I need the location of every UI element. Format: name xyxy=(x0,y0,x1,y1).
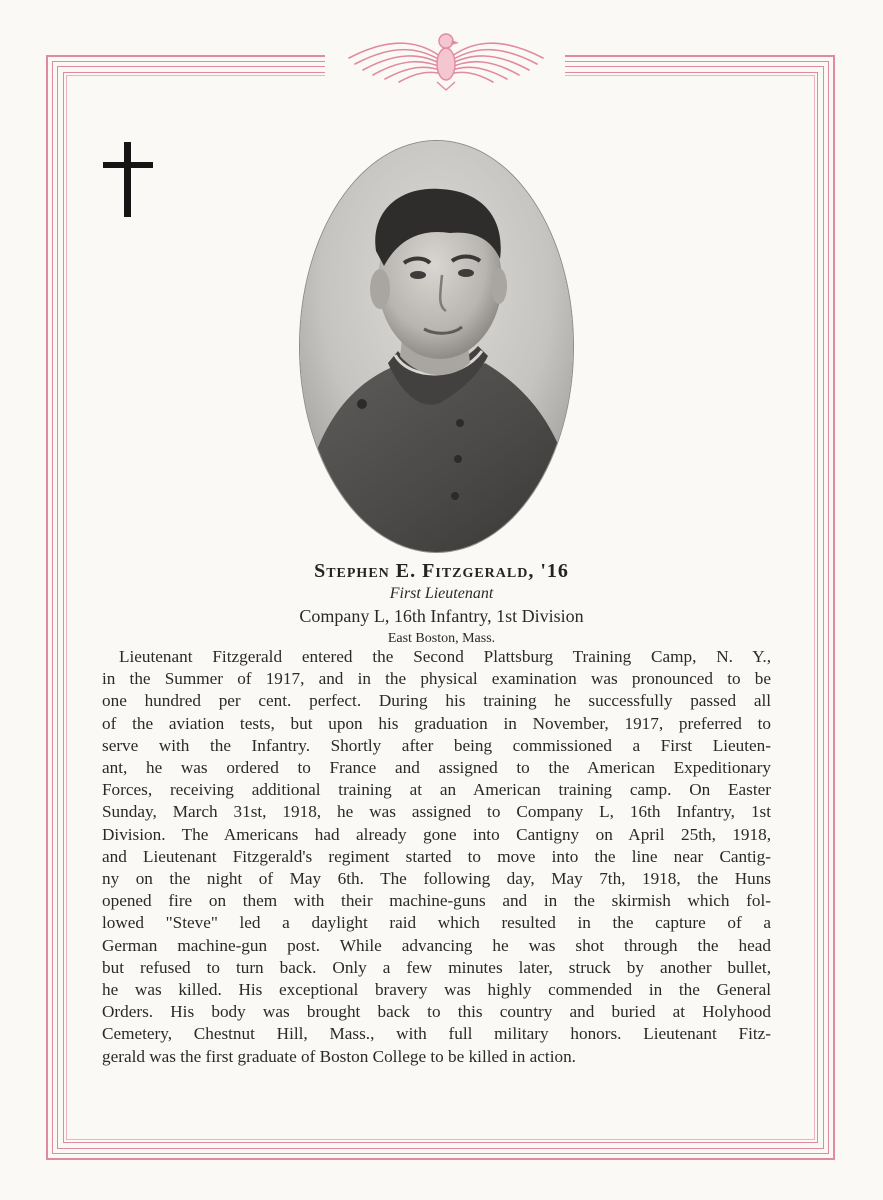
biography-line: opened fire on them with their machine-guns and in the skirmish which fol- xyxy=(102,891,771,911)
biography-line: Forces, receiving additional training at an American training camp. On Easter xyxy=(102,780,771,800)
biography-line: in the Summer of 1917, and in the physical examination was pronounced to be xyxy=(102,669,771,689)
soldier-name-heading: Stephen E. Fitzgerald, '16 xyxy=(314,560,569,582)
biography-line: serve with the Infantry. Shortly after being commissioned a First Lieuten- xyxy=(102,735,771,755)
biography-line: one hundred per cent. perfect. During his training he successfully passed all xyxy=(102,691,771,711)
portrait-photo xyxy=(300,141,573,552)
biography-line: he was killed. His exceptional bravery was highly commended in the General xyxy=(102,980,771,1000)
biography-line: ant, he was ordered to France and assigned to the American Expeditionary xyxy=(102,758,771,778)
latin-cross-icon xyxy=(103,142,153,220)
biography-line: Sunday, March 31st, 1918, he was assigned to Company L, 16th Infantry, 1st xyxy=(102,802,771,822)
biography-line: ny on the night of May 6th. The following day, May 7th, 1918, the Huns xyxy=(102,869,771,889)
biography-line: German machine-gun post. While advancing he was shot through the head xyxy=(102,935,771,955)
biography-line: and Lieutenant Fitzgerald's regiment started to move into the line near Cantig- xyxy=(102,846,771,866)
unit-line: Company L, 16th Infantry, 1st Division xyxy=(299,606,584,626)
eagle-ornament-icon xyxy=(341,26,551,92)
biography-line: of the aviation tests, but upon his graduation in November, 1917, preferred to xyxy=(102,713,771,733)
biography-line: Division. The Americans had already gone into Cantigny on April 25th, 1918, xyxy=(102,824,771,844)
biography-paragraph xyxy=(102,646,771,1068)
hometown-line: East Boston, Mass. xyxy=(387,631,496,646)
biography-line: but refused to turn back. Only a few minutes later, struck by another bullet, xyxy=(102,957,771,977)
biography-line: lowed "Steve" led a daylight raid which resulted in the capture of a xyxy=(102,913,771,933)
soldier-portrait-image xyxy=(300,141,573,552)
biography-line: Orders. His body was brought back to this country and buried at Holyhood xyxy=(102,1002,771,1022)
biography-line: Lieutenant Fitzgerald entered the Second Plattsburg Training Camp, N. Y., xyxy=(119,647,771,666)
biography-line: gerald was the first graduate of Boston College to be killed in action. xyxy=(102,1046,576,1066)
rank-subtitle: First Lieutenant xyxy=(389,585,494,602)
biography-line: Cemetery, Chestnut Hill, Mass., with full military honors. Lieutenant Fitz- xyxy=(102,1024,771,1044)
